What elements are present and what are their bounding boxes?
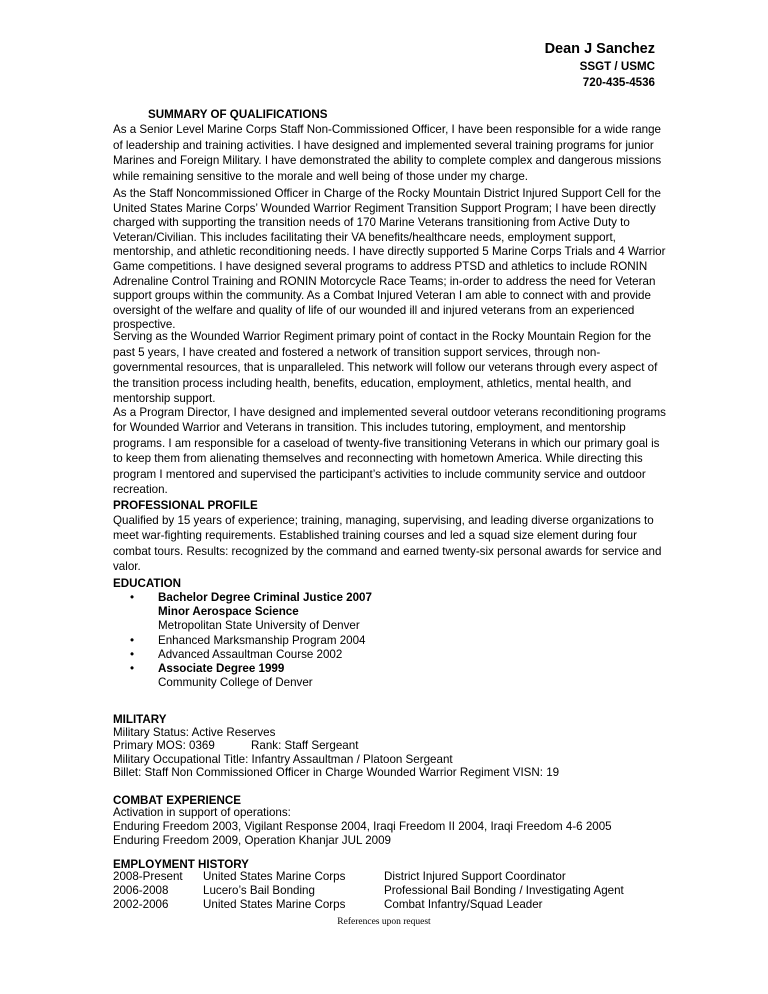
text-line: As the Staff Noncommissioned Officer in Charge of the Rocky Mountain District Injured Support Cell for the [113,187,661,200]
education-detail: Minor Aerospace Science [158,605,299,619]
text-line: Adrenaline Control Training and RONIN Motorcycle Race Teams; in-order to address the need for Veteran [113,274,656,288]
combat-details [113,806,673,848]
text-line: As a Senior Level Marine Corps Staff Non-Commissioned Officer, I have been responsible for a wide range [113,123,661,136]
employment-row [113,870,673,884]
job-title: Professional Bail Bonding / Investigating Agent [384,884,624,897]
education-list [113,591,673,690]
applicant-name: Dean J Sanchez [544,41,655,57]
education-detail: Community College of Denver [158,676,313,690]
rank: Rank: Staff Sergeant [251,739,359,753]
education-item [113,648,673,662]
references-footer: References upon request [337,917,431,927]
text-line: Veteran/Civilian. This includes facilitating their VA benefits/healthcare needs, employment support, [113,230,616,244]
text-line: the transition process including health, benefits, education, employment, athletics, mental health, and [113,376,632,390]
text-line: recreation. [113,483,168,497]
text-line: Qualified by 15 years of experience; training, managing, supervising, and leading diverse organizations to [113,514,654,527]
text-line: while remaining sensitive to the morale and well being of those under my charge. [113,169,529,183]
bullet-icon: • [130,591,135,604]
text-line: United States Marine Corps’ Wounded Warrior Regiment Transition Support Program; I have been directly [113,201,656,215]
text-line: meet war-fighting requirements. Established training courses and led a squad size element during four [113,529,637,543]
text-line: As a Program Director, I have designed and implemented several outdoor veterans reconditioning programs [113,406,666,419]
profile-heading: PROFESSIONAL PROFILE [113,499,258,512]
text-line: for Wounded Warrior and Veterans in transition. This includes tutoring, employment, and mentorship [113,421,626,435]
text-line: charged with supporting the transition needs of 170 Marine Veterans transitioning from Active Duty to [113,216,630,230]
employment-heading: EMPLOYMENT HISTORY [113,858,249,871]
text-line: program I mentored and supervised the participant’s activities to include community service and outdoor [113,467,646,481]
education-item [113,591,673,634]
employment-dates: 2006-2008 [113,884,169,897]
text-line: Enduring Freedom 2003, Vigilant Response 2004, Iraqi Freedom II 2004, Iraqi Freedom 4-6 2005 [113,820,612,833]
employment-table [113,870,673,912]
military-heading: MILITARY [113,713,167,726]
text-line: valor. [113,560,141,574]
education-heading: EDUCATION [113,577,182,590]
bullet-icon: • [130,647,135,661]
education-detail: Metropolitan State University of Denver [158,619,360,633]
text-line: combat tours. Results: recognized by the command and earned twenty-six personal awards for service and [113,544,662,558]
military-mos-row [113,739,673,752]
text-line: Activation in support of operations: [113,806,291,819]
summary-paragraph [113,187,673,333]
employer: Lucero’s Bail Bonding [203,884,315,897]
education-title: Enhanced Marksmanship Program 2004 [158,633,366,647]
military-details [113,726,673,780]
education-title: Advanced Assaultman Course 2002 [158,647,343,661]
employment-row [113,884,673,898]
employer: United States Marine Corps [203,870,346,883]
summary-paragraph [113,122,673,184]
bullet-icon: • [130,662,135,676]
text-line: Marines and Foreign Military. I have demonstrated the ability to complete complex and dangerous missions [113,154,662,168]
military-status: Military Status: Active Reserves [113,726,276,739]
applicant-rank: SSGT / USMC [579,60,655,73]
summary-paragraph [113,405,673,497]
text-line: governmental resources, that is unparalleled. This network will follow our veterans through every aspect of [113,361,658,374]
billet: Billet: Staff Non Commissioned Officer in Charge Wounded Warrior Regiment VISN: 19 [113,766,560,780]
text-line: past 5 years, I have created and fostered a network of transition support services, through non- [113,345,601,359]
text-line: Serving as the Wounded Warrior Regiment primary point of contact in the Rocky Mountain Region for the [113,330,652,343]
education-title: Bachelor Degree Criminal Justice 2007 [158,591,372,604]
education-item [113,634,673,648]
text-line: programs. I am responsible for a caseload of twenty-five transitioning Veterans in which our primary goal is [113,436,660,450]
job-title: Combat Infantry/Squad Leader [384,898,543,911]
education-title: Associate Degree 1999 [158,662,285,676]
text-line: oversight of the welfare and quality of life of our wounded ill and injured veterans from an experienced [113,303,635,317]
summary-paragraph [113,329,673,407]
education-item [113,662,673,690]
profile-paragraph [113,513,673,575]
text-line: Game competitions. I have designed several programs to address PTSD and athletics to include RONIN [113,259,648,273]
text-line: support groups within the community. As a Combat Injured Veteran I am able to connect with and provide [113,289,651,303]
occupational-title: Military Occupational Title: Infantry Assaultman / Platoon Sergeant [113,752,453,766]
employment-dates: 2008-Present [113,870,183,883]
text-line: Enduring Freedom 2009, Operation Khanjar JUL 2009 [113,834,391,847]
applicant-phone: 720-435-4536 [582,76,655,89]
bullet-icon: • [130,633,135,647]
text-line: to keep them from alienating themselves and reconnecting with hometown America. While directing this [113,452,643,466]
text-line: prospective. [113,318,176,332]
employment-dates: 2002-2006 [113,898,169,911]
text-line: mentorship support. [113,392,216,405]
summary-heading: SUMMARY OF QUALIFICATIONS [148,108,328,121]
primary-mos: Primary MOS: 0369 [113,739,215,753]
employment-row [113,898,673,912]
text-line: of leadership and training activities. I have designed and implemented several training programs for junior [113,138,654,152]
combat-heading: COMBAT EXPERIENCE [113,794,241,807]
text-line: mentorship, and athletic reconditioning needs. I have directly supported 5 Marine Corps Trials and 4 Warrior [113,245,666,259]
employer: United States Marine Corps [203,898,346,911]
job-title: District Injured Support Coordinator [384,870,566,883]
